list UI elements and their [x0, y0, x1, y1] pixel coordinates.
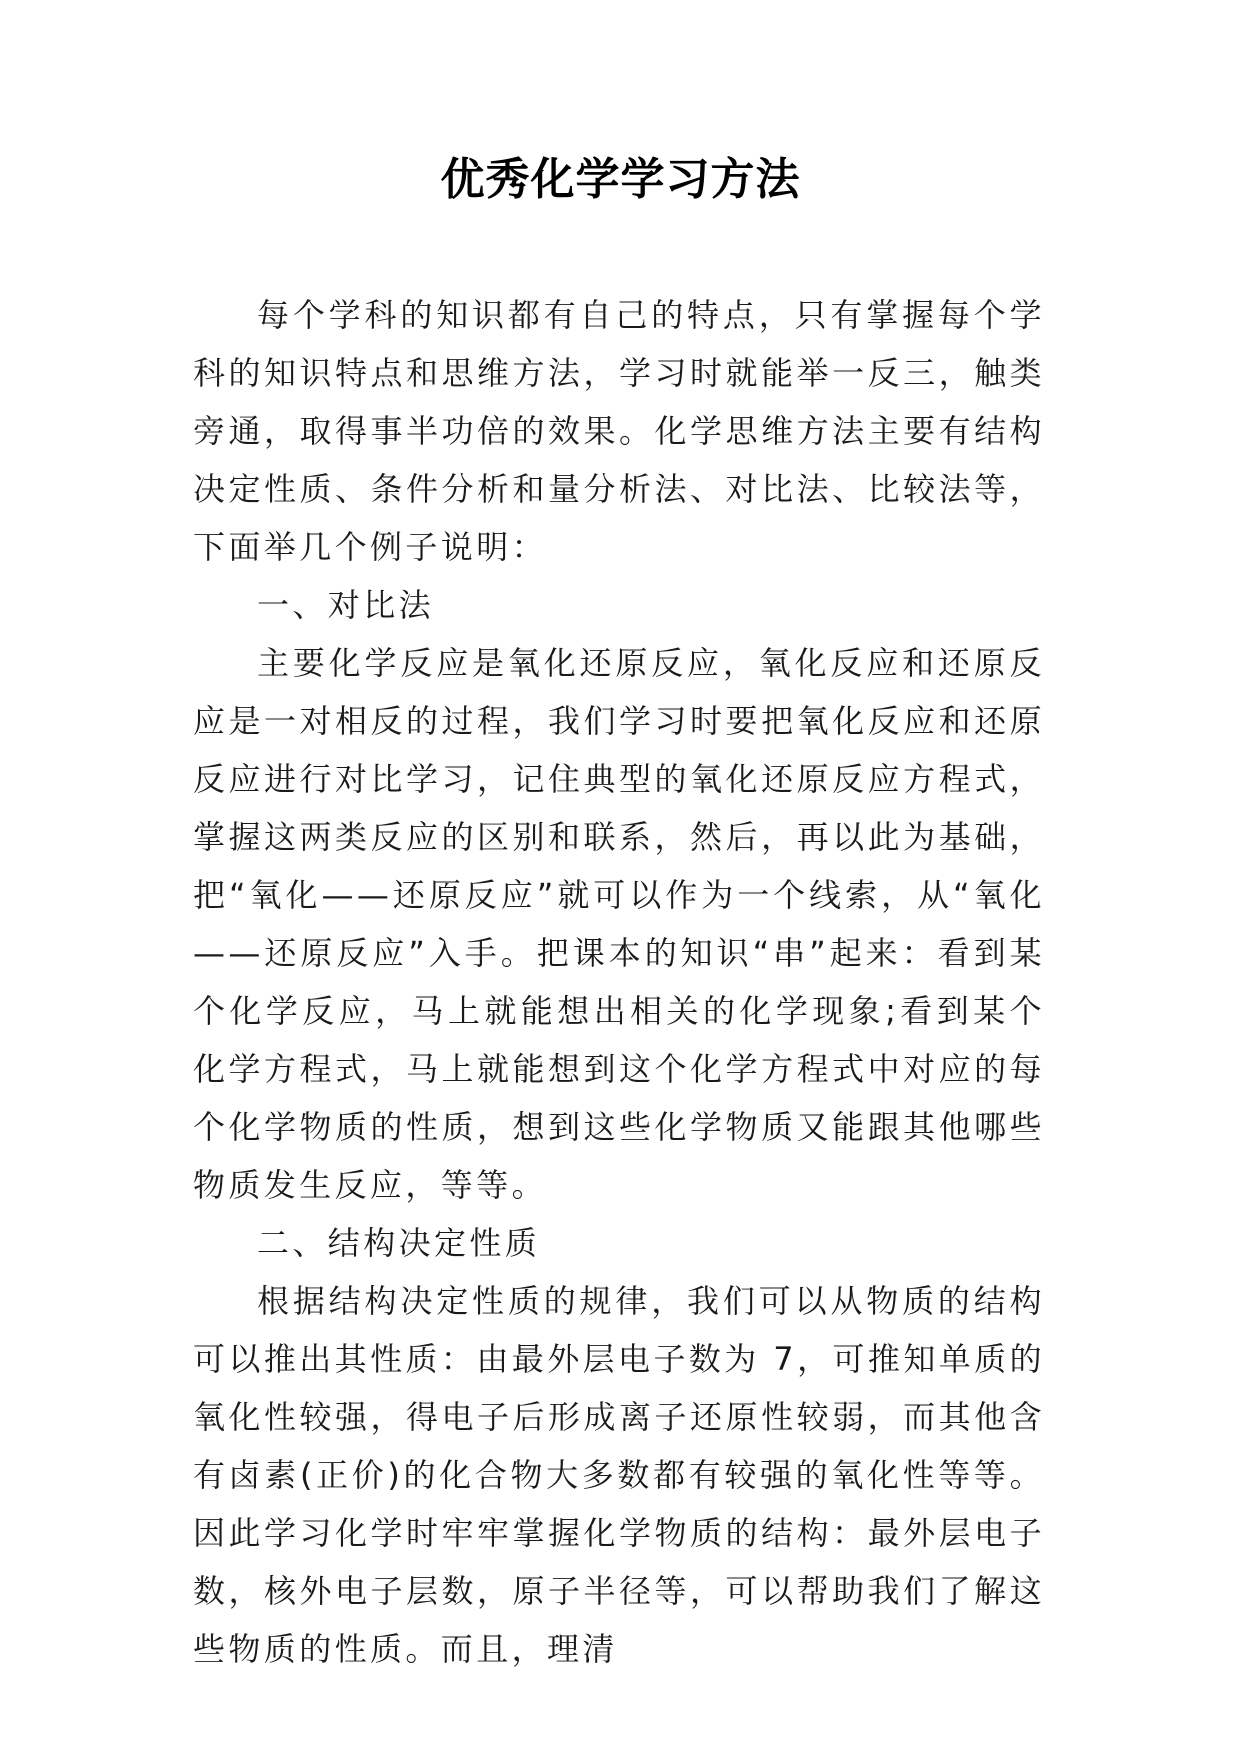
document-body	[193, 286, 1045, 1678]
section-heading-structure: 二、结构决定性质	[257, 1224, 541, 1262]
intro-paragraph: 每个学科的知识都有自己的特点，只有掌握每个学科的知识特点和思维方法，学习时就能举一反三，触类旁通，取得事半功倍的效果。化学思维方法主要有结构决定性质、条件分析和量分析法、对比法、比较法等，下面举几个例子说明：	[193, 296, 1045, 566]
structure-paragraph: 根据结构决定性质的规律，我们可以从物质的结构可以推出其性质：由最外层电子数为 7，可推知单质的氧化性较强，得电子后形成离子还原性较弱，而其他含有卤素(正价)的化合物大多数都有较强的氧化性等等。因此学习化学时牢牢掌握化学物质的结构：最外层电子数，核外电子层数，原子半径等，可以帮助我们了解这些物质的性质。而且，理清	[193, 1282, 1045, 1668]
section-heading-contrast: 一、对比法	[257, 586, 435, 624]
document-title: 优秀化学学习方法	[440, 154, 801, 205]
contrast-paragraph: 主要化学反应是氧化还原反应，氧化反应和还原反应是一对相反的过程，我们学习时要把氧化反应和还原反应进行对比学习，记住典型的氧化还原反应方程式，掌握这两类反应的区别和联系，然后，再以此为基础，把“氧化——还原反应”就可以作为一个线索，从“氧化——还原反应”入手。把课本的知识“串”起来：看到某个化学反应，马上就能想出相关的化学现象;看到某个化学方程式，马上就能想到这个化学方程式中对应的每个化学物质的性质，想到这些化学物质又能跟其他哪些物质发生反应，等等。	[193, 644, 1045, 1204]
